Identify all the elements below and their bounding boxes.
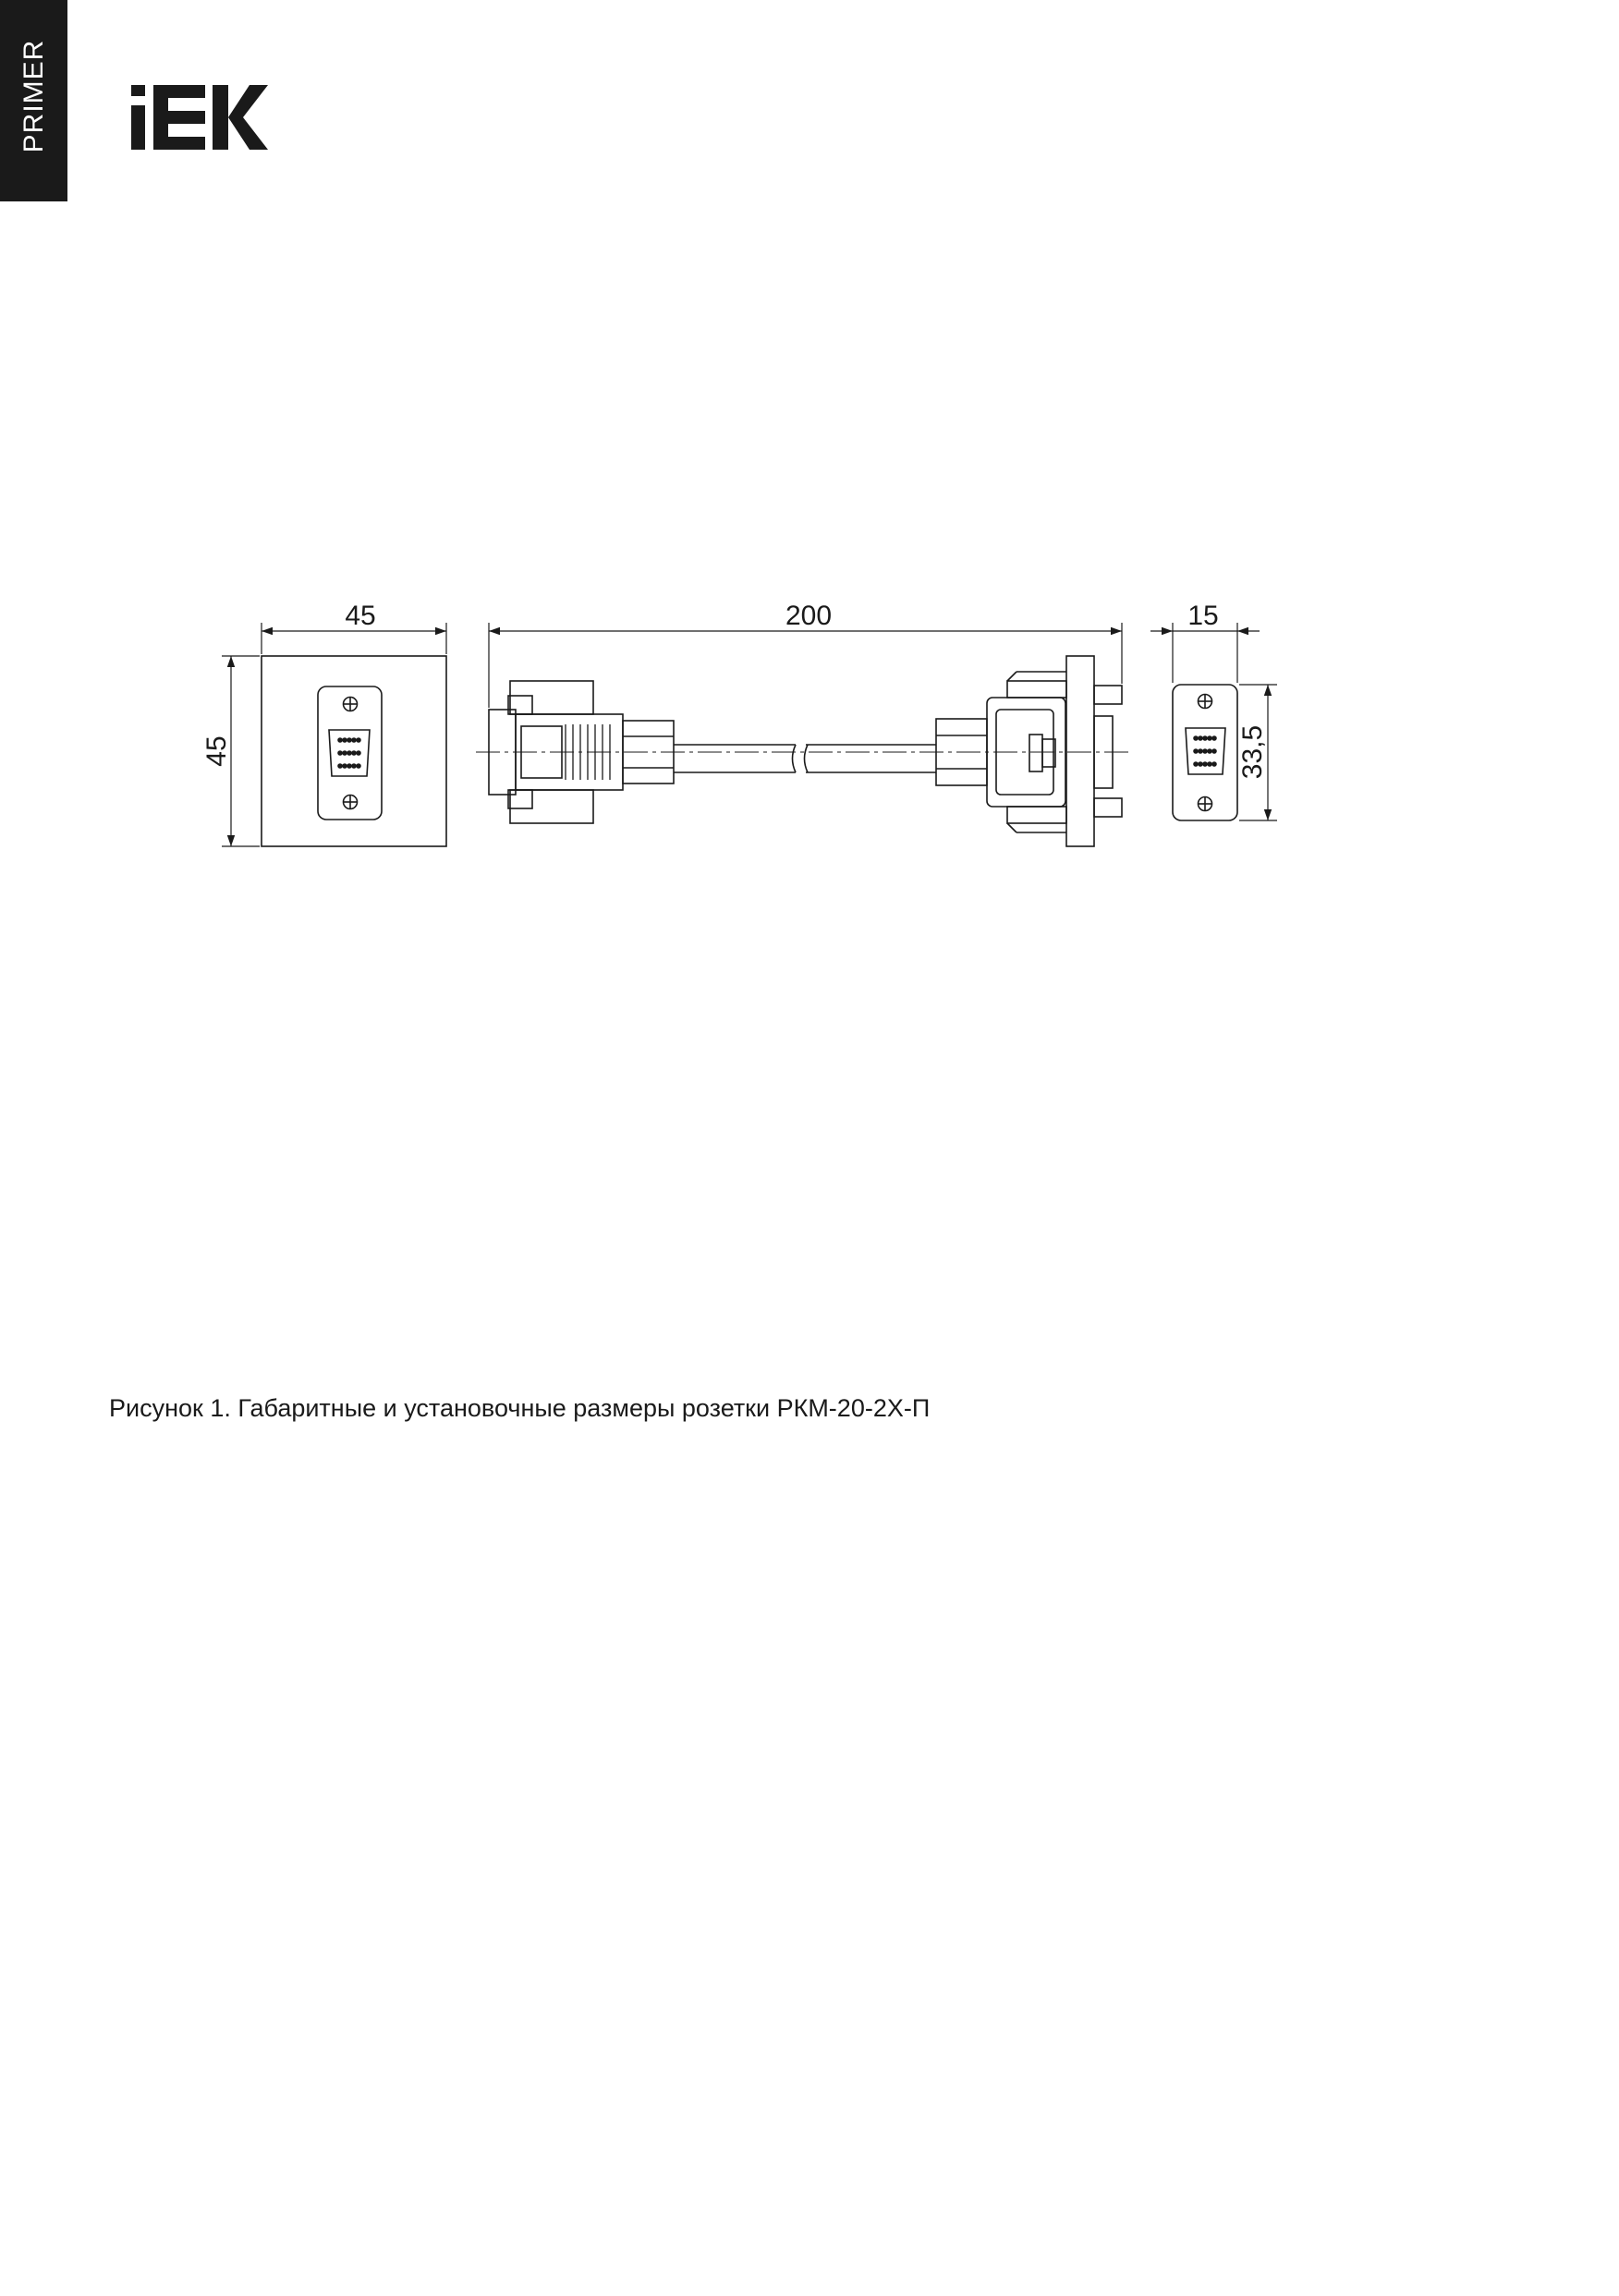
side-view-connector [1173,685,1237,820]
dim-side-width: 15 [1187,601,1219,631]
dim-cable-length: 200 [785,601,833,631]
dim-front-width: 45 [345,601,376,631]
figure-caption: Рисунок 1. Габаритные и установочные размеры розетки РКМ-20-2Х-П [109,1394,931,1422]
dim-front-height: 45 [201,735,232,767]
dim-side-height: 33,5 [1237,724,1268,780]
front-view-socket [262,656,446,846]
cable-assembly [489,656,1122,846]
primer-label: PRIMER [18,39,49,153]
